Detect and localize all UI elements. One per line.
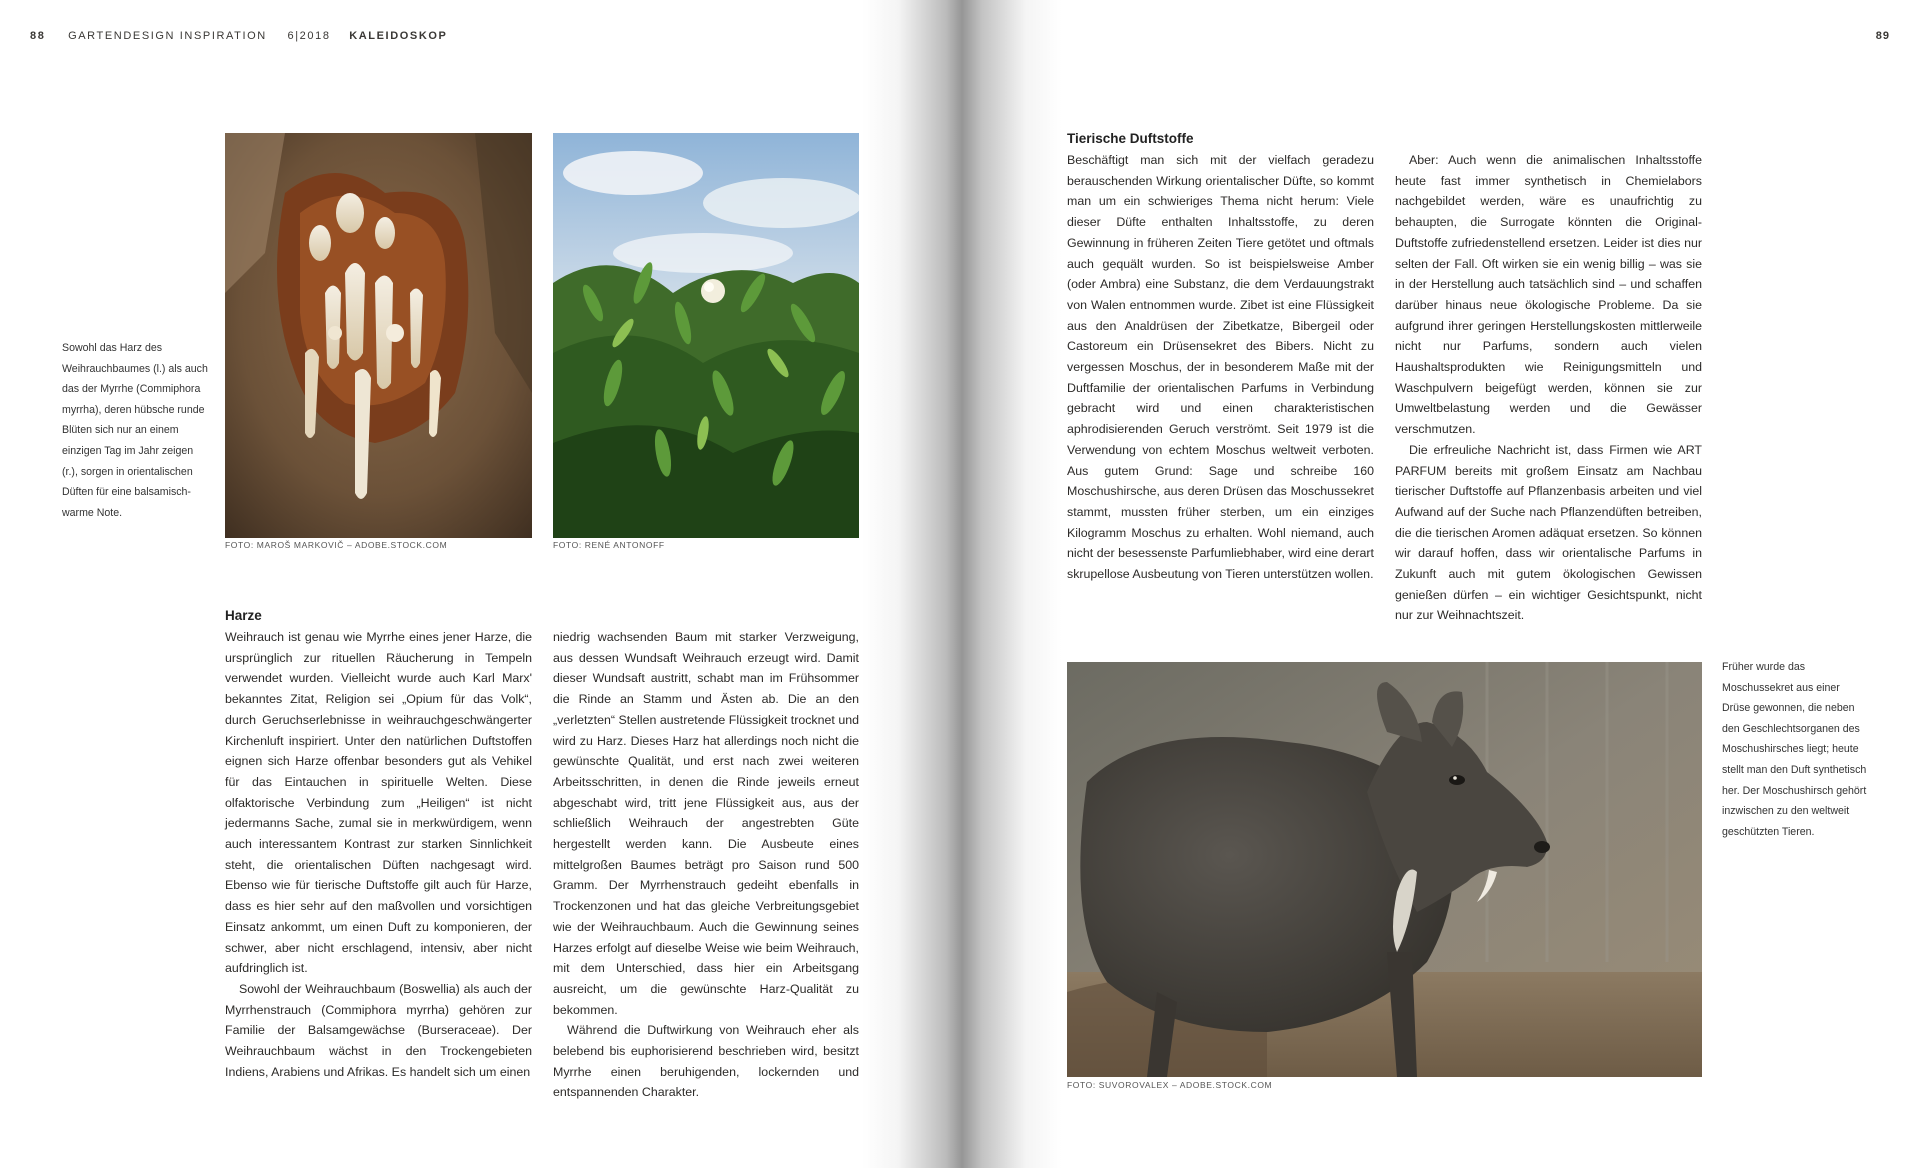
running-header	[30, 30, 447, 42]
section-name: KALEIDOSKOP	[349, 30, 448, 42]
harze-col1-paragraph-1: Weihrauch ist genau wie Myrrhe eines jener Harze, die ursprünglich zur rituellen Räucherung in Tempeln verwendet wurden. Vielleicht wurde auch Karl Marx' bekanntes Zitat, Religion sei „Opium für das Volk“, durch Geruchserlebnisse in weihrauchgeschwängerter Kirchenluft inspiriert. Unter den natürlichen Duftstoffen eignen sich Harze offenbar besonders gut als Vehikel für das Eintauchen in spirituelle Welten. Diese olfaktorische Verbindung zum „Heiligen“ ist nicht jedermanns Sache, zumal sie in merkwürdigem, wenn auch interessantem Kontrast zur starken Sinnlichkeit steht, die orientalischen Düften nachgesagt wird. Ebenso wie für tierische Duftstoffe gilt auch für Harze, dass es hier sehr auf den maßvollen und vorsichtigen Einsatz ankommt, um einen Duft zu komponieren, der schwer, aber nicht erschlagend, intensiv, aber nicht aufdringlich ist.	[225, 630, 532, 976]
right-photo-caption: Früher wurde das Moschussekret aus einer Drüse gewonnen, die neben den Geschlechtsorganen des Moschushirsches liegt; heute stellt man den Duft synthetisch her. Der Moschushirsch gehört inzwischen zu den weltweit geschützten Tieren.	[1722, 661, 1867, 838]
magazine-name: GARTENDESIGN INSPIRATION	[68, 30, 267, 42]
tierische-heading: Tierische Duftstoffe	[1067, 131, 1194, 146]
harze-heading: Harze	[225, 608, 262, 623]
myrrh-photo-image	[553, 133, 859, 538]
resin-photo-image	[225, 133, 532, 538]
tierische-col2-paragraph-2: Die erfreuliche Nachricht ist, dass Firmen wie ART PARFUM bereits mit großem Einsatz am Nachbau tierischer Duftstoffe auf Pflanzenbasis arbeiten und viel Aufwand auf der Suche nach Pflanzendüften betreiben, die die tierischen Aromen adäquat ersetzen. So können wir darauf hoffen, dass wir orientalische Parfums in Zukunft auch mit gutem ökologischen Gewissen genießen dürfen – ein wichtiger Gesichtspunkt, nicht nur zur Weihnachtszeit.	[1395, 442, 1702, 623]
harze-column-2	[553, 627, 859, 1103]
harze-col2-paragraph-1: niedrig wachsenden Baum mit starker Verzweigung, aus dessen Wundsaft Weihrauch erzeugt wird. Damit dieser Wundsaft austritt, schabt man im Frühsommer die Rinde an Stamm und Ästen ab. Die an den „verletzten“ Stellen austretende Flüssigkeit trocknet und wird zu Harz. Dieses Harz hat allerdings noch nicht die gewünschte Qualität, und erst nach zwei weiteren Arbeitsschritten, in denen die Rinde jeweils erneut abgeschabt wird, tritt jene Flüssigkeit aus, aus der schließlich Weihrauch der angestrebten Güte hergestellt werden kann. Die Ausbeute eines mittelgroßen Baumes beträgt pro Saison rund 500 Gramm. Der Myrrhenstrauch gedeiht ebenfalls in Trockenzonen und hat das gleiche Verbreitungsgebiet wie der Weihrauchbaum. Auch die Gewinnung seines Harzes erfolgt auf dieselbe Weise wie beim Weihrauch, mit dem Unterschied, dass hier ein Arbeitsgang ausreicht, um die gewünschte Harz-Qualität zu bekommen.	[553, 630, 859, 1017]
harze-col1-paragraph-2: Sowohl der Weihrauchbaum (Boswellia) als auch der Myrrhenstrauch (Commiphora myrrha) gehören zur Familie der Balsamgewächse (Burseraceae). Der Weihrauchbaum wächst in den Trockengebieten Indiens, Arabiens und Afrikas. Es handelt sich um einen	[225, 981, 532, 1079]
tierische-column-1	[1067, 150, 1374, 585]
left-page-number: 88	[30, 30, 46, 42]
myrrh-photo-credit: FOTO: RENÉ ANTONOFF	[553, 540, 665, 550]
tierische-col2-paragraph-1: Aber: Auch wenn die animalischen Inhaltsstoffe heute fast immer synthetisch in Chemielabors nachgebildet werden, wäre es unaufrichtig zu behaupten, die Surrogate könnten die Original-Duftstoffe zufriedenstellend ersetzen. Leider ist dies nur selten der Fall. Oft wirken sie ein wenig billig – was sie in der Herstellung auch tatsächlich sind – und schaffen darüber hinaus neue ökologische Probleme. Da sie aufgrund ihrer geringen Herstellungskosten mittlerweile nicht nur Parfums, sondern auch vielen Haushaltsprodukten wie Reinigungsmitteln und Waschpulvern beigefügt werden, können sie zur Umweltbelastung werden und die Gewässer verschmutzen.	[1395, 153, 1702, 437]
tierische-col1-paragraph-1: Beschäftigt man sich mit der vielfach geradezu berauschenden Wirkung orientalischer Düfte, so kommt man um ein schwieriges Thema nicht herum: Viele dieser Düfte enthalten Inhaltsstoffe, zu deren Gewinnung in früheren Zeiten Tiere getötet und oftmals auch gequält wurden. So ist beispielsweise Amber (oder Ambra) eine Substanz, die dem Verdauungstrakt von Walen entnommen wurde. Zibet ist eine Flüssigkeit aus den Analdrüsen der Zibetkatze, Bibergeil oder Castoreum ein Drüsensekret des Bibers. Nicht zu vergessen Moschus, der in besonderem Maße mit der Duftfamilie der orientalischen Parfums in Verbindung gebracht wird und einen charakteristischen aphrodisierenden Geruch verströmt. Seit 1979 ist die Verwendung von echtem Moschus weltweit verboten. Aus gutem Grund: Sage und schreibe 160 Moschushirsche, aus deren Drüsen das Moschussekret stammt, mussten früher sterben, um ein einziges Kilogramm Moschus zu erhalten. Wohl niemand, auch nicht der besessenste Parfumliebhaber, wird eine derart skrupellose Ausbeutung von Tieren unterstützen wollen.	[1067, 153, 1374, 582]
harze-column-1	[225, 627, 532, 1082]
musk-deer-photo	[1067, 662, 1702, 1077]
harze-col2-paragraph-2: Während die Duftwirkung von Weihrauch eher als belebend bis euphorisierend beschrieben wird, besitzt Myrrhe einen beruhigenden, lockernden und entspannenden Charakter.	[553, 1023, 859, 1100]
resin-photo	[225, 133, 532, 538]
issue-number: 6|2018	[287, 30, 331, 42]
right-page-number: 89	[1875, 30, 1890, 42]
right-page	[960, 0, 1920, 1168]
resin-photo-credit: FOTO: MAROŠ MARKOVIČ – ADOBE.STOCK.COM	[225, 540, 448, 550]
myrrh-photo	[553, 133, 859, 538]
left-photo-caption: Sowohl das Harz des Weihrauchbaumes (l.) als auch das der Myrrhe (Commiphora myrrha), deren hübsche runde Blüten sich nur an einem einzigen Tag im Jahr zeigen (r.), sorgen in orientalischen Düften für eine balsamisch-warme Note.	[62, 342, 208, 519]
musk-deer-photo-credit: FOTO: SUVOROVALEX – ADOBE.STOCK.COM	[1067, 1080, 1273, 1090]
musk-deer-photo-image	[1067, 662, 1702, 1077]
tierische-column-2	[1395, 150, 1702, 626]
